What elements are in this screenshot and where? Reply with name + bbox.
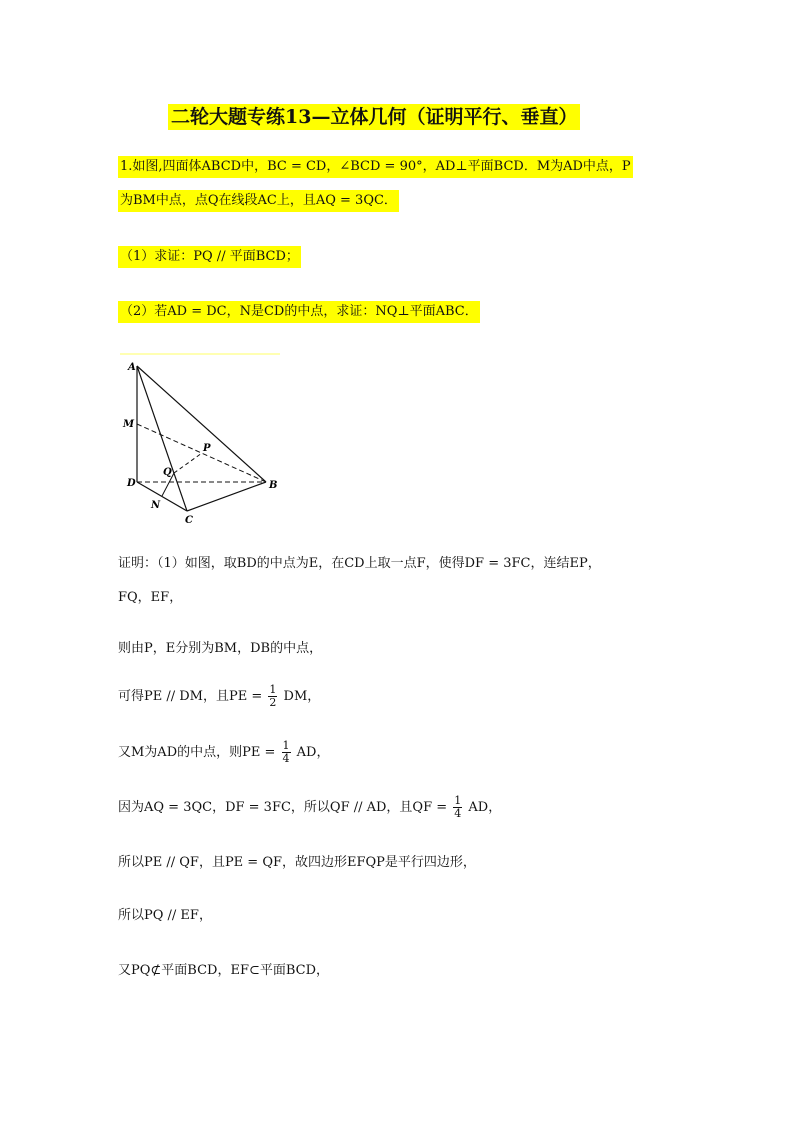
edge-AB (137, 366, 266, 482)
problem-line-1: 1.如图,四面体ABCD中，BC = CD，∠BCD = 90°，AD⊥平面BCD．M为AD中点，P (118, 156, 633, 178)
proof-line-1: 证明：（1）如图，取BD的中点为E，在CD上取一点F，使得DF = 3FC，连结EP， (118, 556, 601, 571)
fraction-one-quarter (453, 795, 462, 820)
label-B: B (269, 480, 278, 491)
fraction-one-quarter (282, 740, 291, 765)
proof-line-4-post: DM， (283, 689, 321, 704)
proof-line-2: FQ，EF， (118, 590, 183, 605)
label-C: C (185, 515, 193, 526)
proof-line-4 (118, 684, 320, 709)
problem-part-2: （2）若AD = DC，N是CD的中点，求证：NQ⊥平面ABC． (118, 301, 480, 323)
label-P: P (203, 443, 211, 454)
label-D: D (127, 478, 136, 489)
fraction-denominator: 4 (282, 752, 290, 765)
fraction-denominator: 2 (269, 696, 277, 709)
proof-line-3: 则由P，E分别为BM，DB的中点， (118, 641, 323, 656)
label-M: M (123, 419, 135, 430)
tetrahedron-figure (118, 352, 286, 530)
label-A: A (128, 362, 136, 373)
fraction-denominator: 4 (454, 807, 462, 820)
proof-line-6-post: AD， (468, 800, 502, 815)
problem-line-2: 为BM中点，点Q在线段AC上，且AQ = 3QC． (118, 190, 399, 212)
proof-line-6-pre: 因为AQ = 3QC，DF = 3FC，所以QF // AD，且QF = (118, 800, 448, 815)
edge-CB (187, 482, 266, 511)
tetrahedron-diagram (118, 352, 286, 530)
label-Q: Q (163, 467, 172, 478)
proof-line-4-pre: 可得PE // DM，且PE = (118, 689, 263, 704)
fraction-numerator: 1 (454, 794, 462, 807)
proof-line-6 (118, 795, 501, 820)
proof-line-8: 所以PQ // EF， (118, 908, 212, 923)
problem-part-1: （1）求证：PQ // 平面BCD； (118, 246, 301, 268)
proof-line-9: 又PQ⊄平面BCD，EF⊂平面BCD， (118, 963, 330, 978)
proof-line-5-post: AD， (296, 745, 330, 760)
label-N: N (151, 500, 161, 511)
page-title: 二轮大题专练13—立体几何（证明平行、垂直） (168, 104, 580, 130)
segment-QP-hidden (174, 453, 202, 473)
fraction-numerator: 1 (282, 739, 290, 752)
proof-line-5-pre: 又M为AD的中点，则PE = (118, 745, 276, 760)
segment-MB-hidden (137, 424, 266, 482)
proof-line-5 (118, 740, 329, 765)
fraction-one-half (268, 684, 277, 709)
edge-DC (137, 482, 187, 511)
proof-line-7: 所以PE // QF，且PE = QF，故四边形EFQP是平行四边形， (118, 855, 476, 870)
fraction-numerator: 1 (269, 683, 277, 696)
